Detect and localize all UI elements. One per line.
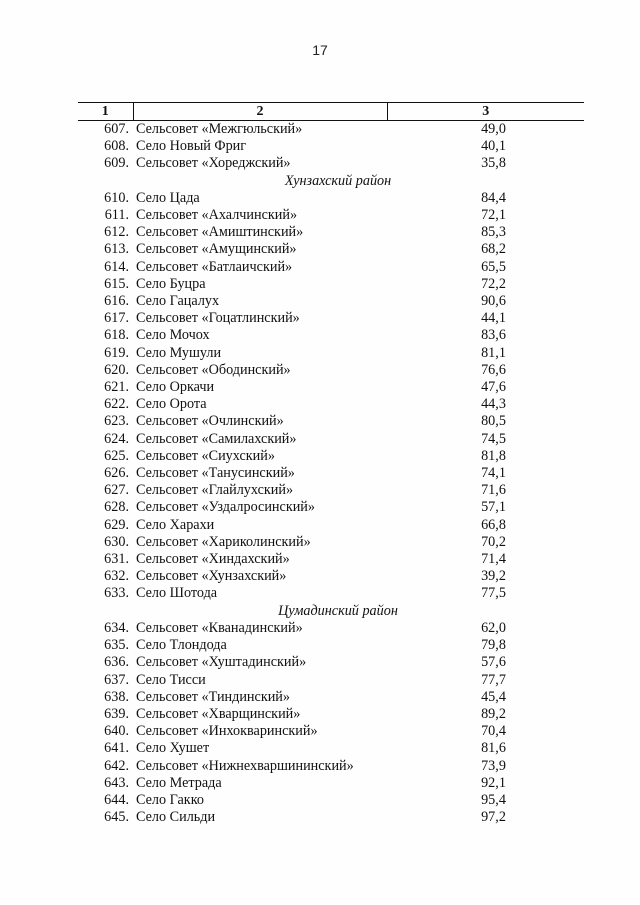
row-number: 637.: [104, 671, 129, 688]
settlement-name: Сельсовет «Танусинский»: [136, 465, 295, 482]
settlement-name: Сельсовет «Амиштинский»: [136, 224, 304, 241]
row-number: 627.: [104, 482, 129, 499]
row-value: 35,8: [481, 155, 506, 172]
table-row: [78, 138, 584, 155]
table-row: [78, 706, 584, 723]
row-value: 66,8: [481, 516, 506, 533]
header-row: [78, 103, 584, 121]
district-heading-row: [78, 603, 584, 620]
row-value: 72,2: [481, 275, 506, 292]
table-body: [78, 121, 584, 827]
table-row: [78, 155, 584, 172]
row-number: 622.: [104, 396, 129, 413]
table-row: [78, 620, 584, 637]
row-number: 633.: [104, 585, 129, 602]
row-value: 71,4: [481, 551, 506, 568]
row-number: 628.: [104, 499, 129, 516]
row-value: 97,2: [481, 809, 506, 826]
settlement-name: Сельсовет «Глайлухский»: [136, 482, 294, 499]
settlement-name: Сельсовет «Хварщинский»: [136, 705, 301, 722]
settlement-name: Сельсовет «Батлаичский»: [136, 258, 293, 275]
settlement-name: Сельсовет «Хореджский»: [136, 155, 291, 172]
row-number: 631.: [104, 551, 129, 568]
row-number: 645.: [104, 809, 129, 826]
row-number: 630.: [104, 533, 129, 550]
row-number: 624.: [104, 430, 129, 447]
settlement-name: Село Гацалух: [136, 293, 220, 310]
table-row: [78, 568, 584, 585]
row-number: 644.: [104, 791, 129, 808]
settlement-name: Сельсовет «Межгюльский»: [136, 121, 303, 137]
row-number: 623.: [104, 413, 129, 430]
row-value: 81,8: [481, 447, 506, 464]
row-number: 615.: [104, 275, 129, 292]
table-row: [78, 775, 584, 792]
district-heading: Хунзахский район: [284, 172, 392, 189]
row-value: 39,2: [481, 568, 506, 585]
table-row: [78, 241, 584, 258]
row-number: 641.: [104, 740, 129, 757]
data-table: [78, 102, 584, 826]
settlement-name: Село Буцра: [136, 275, 206, 292]
row-value: 81,6: [481, 740, 506, 757]
settlement-name: Сельсовет «Инхокваринский»: [136, 723, 318, 740]
row-number: 643.: [104, 774, 129, 791]
settlement-name: Село Сильди: [136, 809, 216, 826]
row-value: 47,6: [481, 379, 506, 396]
table-row: [78, 362, 584, 379]
settlement-name: Сельсовет «Ободинский»: [136, 361, 291, 378]
row-number: 632.: [104, 568, 129, 585]
page-number: 17: [312, 42, 328, 58]
settlement-name: Село Мушули: [136, 344, 222, 361]
row-number: 638.: [104, 688, 129, 705]
table-row: [78, 517, 584, 534]
row-number: 621.: [104, 379, 129, 396]
row-value: 77,7: [481, 671, 506, 688]
settlement-name: Сельсовет «Хариколинский»: [136, 533, 311, 550]
row-value: 84,4: [481, 189, 506, 206]
row-value: 79,8: [481, 637, 506, 654]
settlement-name: Село Мочох: [136, 327, 210, 344]
row-value: 71,6: [481, 482, 506, 499]
row-number: 618.: [104, 327, 129, 344]
row-number: 640.: [104, 723, 129, 740]
row-value: 57,6: [481, 654, 506, 671]
table-row: [78, 723, 584, 740]
column-header-number: 1: [78, 103, 133, 121]
settlement-name: Сельсовет «Уздалросинский»: [136, 499, 315, 516]
row-value: 74,5: [481, 430, 506, 447]
table-row: [78, 758, 584, 775]
row-value: 44,3: [481, 396, 506, 413]
settlement-name: Село Тисси: [136, 671, 206, 688]
row-value: 76,6: [481, 361, 506, 378]
row-number: 614.: [104, 258, 129, 275]
table-row: [78, 689, 584, 706]
settlement-name: Сельсовет «Хуштадинский»: [136, 654, 307, 671]
row-value: 62,0: [481, 619, 506, 636]
row-value: 70,2: [481, 533, 506, 550]
row-number: 629.: [104, 516, 129, 533]
row-value: 74,1: [481, 465, 506, 482]
row-number: 639.: [104, 705, 129, 722]
row-value: 83,6: [481, 327, 506, 344]
table-row: [78, 809, 584, 826]
row-value: 65,5: [481, 258, 506, 275]
settlement-name: Село Орота: [136, 396, 207, 413]
table-row: [78, 482, 584, 499]
settlement-name: Сельсовет «Ахалчинский»: [136, 207, 298, 224]
settlement-name: Село Хушет: [136, 740, 210, 757]
table-row: [78, 585, 584, 602]
row-number: 634.: [104, 619, 129, 636]
table-row: [78, 654, 584, 671]
row-value: 44,1: [481, 310, 506, 327]
settlement-name: Село Шотода: [136, 585, 218, 602]
row-number: 635.: [104, 637, 129, 654]
row-number: 616.: [104, 293, 129, 310]
row-number: 612.: [104, 224, 129, 241]
table-row: [78, 259, 584, 276]
table-row: [78, 465, 584, 482]
settlement-name: Сельсовет «Амущинский»: [136, 241, 297, 258]
row-value: 49,0: [481, 121, 506, 137]
table-row: [78, 276, 584, 293]
settlement-name: Сельсовет «Самилахский»: [136, 430, 297, 447]
settlement-name: Сельсовет «Очлинский»: [136, 413, 284, 430]
row-value: 70,4: [481, 723, 506, 740]
column-header-name: 2: [133, 103, 387, 121]
row-number: 609.: [104, 155, 129, 172]
row-value: 90,6: [481, 293, 506, 310]
row-number: 625.: [104, 447, 129, 464]
settlement-name: Сельсовет «Хиндахский»: [136, 551, 290, 568]
row-value: 89,2: [481, 705, 506, 722]
settlement-name: Сельсовет «Хунзахский»: [136, 568, 287, 585]
table-row: [78, 310, 584, 327]
row-value: 85,3: [481, 224, 506, 241]
table-row: [78, 792, 584, 809]
settlement-name: Село Харахи: [136, 516, 215, 533]
row-value: 68,2: [481, 241, 506, 258]
table-row: [78, 293, 584, 310]
row-number: 608.: [104, 138, 129, 155]
settlement-name: Сельсовет «Сиухский»: [136, 447, 275, 464]
table-row: [78, 190, 584, 207]
settlement-name: Сельсовет «Кванадинский»: [136, 619, 303, 636]
settlement-name: Село Цада: [136, 189, 200, 206]
table-row: [78, 740, 584, 757]
row-number: 626.: [104, 465, 129, 482]
row-number: 610.: [104, 189, 129, 206]
row-value: 40,1: [481, 138, 506, 155]
table-row: [78, 431, 584, 448]
settlement-name: Село Гакко: [136, 791, 204, 808]
row-value: 92,1: [481, 774, 506, 791]
row-number: 620.: [104, 361, 129, 378]
row-value: 81,1: [481, 344, 506, 361]
table-row: [78, 345, 584, 362]
row-value: 57,1: [481, 499, 506, 516]
table-row: [78, 448, 584, 465]
table-row: [78, 534, 584, 551]
row-number: 617.: [104, 310, 129, 327]
table-row: [78, 551, 584, 568]
row-value: 95,4: [481, 791, 506, 808]
row-number: 607.: [104, 121, 129, 137]
table-row: [78, 327, 584, 344]
table-row: [78, 637, 584, 654]
row-value: 80,5: [481, 413, 506, 430]
table-row: [78, 413, 584, 430]
row-value: 73,9: [481, 757, 506, 774]
settlement-name: Сельсовет «Гоцатлинский»: [136, 310, 300, 327]
settlement-name: Село Тлондода: [136, 637, 227, 654]
table-header: [78, 103, 584, 121]
settlement-name: Село Метрада: [136, 774, 222, 791]
table-row: [78, 224, 584, 241]
row-number: 636.: [104, 654, 129, 671]
settlement-name: Село Новый Фриг: [136, 138, 247, 155]
column-header-value: 3: [387, 103, 584, 121]
table-row: [78, 121, 584, 139]
row-number: 611.: [104, 207, 129, 224]
table-row: [78, 396, 584, 413]
table-row: [78, 499, 584, 516]
district-heading: Цумадинский район: [278, 602, 398, 619]
row-value: 77,5: [481, 585, 506, 602]
settlement-name: Село Оркачи: [136, 379, 215, 396]
row-value: 72,1: [481, 207, 506, 224]
table-row: [78, 207, 584, 224]
row-number: 642.: [104, 757, 129, 774]
settlement-name: Сельсовет «Тиндинский»: [136, 688, 290, 705]
row-number: 613.: [104, 241, 129, 258]
district-heading-row: [78, 173, 584, 190]
table-row: [78, 672, 584, 689]
row-value: 45,4: [481, 688, 506, 705]
table-row: [78, 379, 584, 396]
row-number: 619.: [104, 344, 129, 361]
settlement-name: Сельсовет «Нижнехваршининский»: [136, 757, 354, 774]
